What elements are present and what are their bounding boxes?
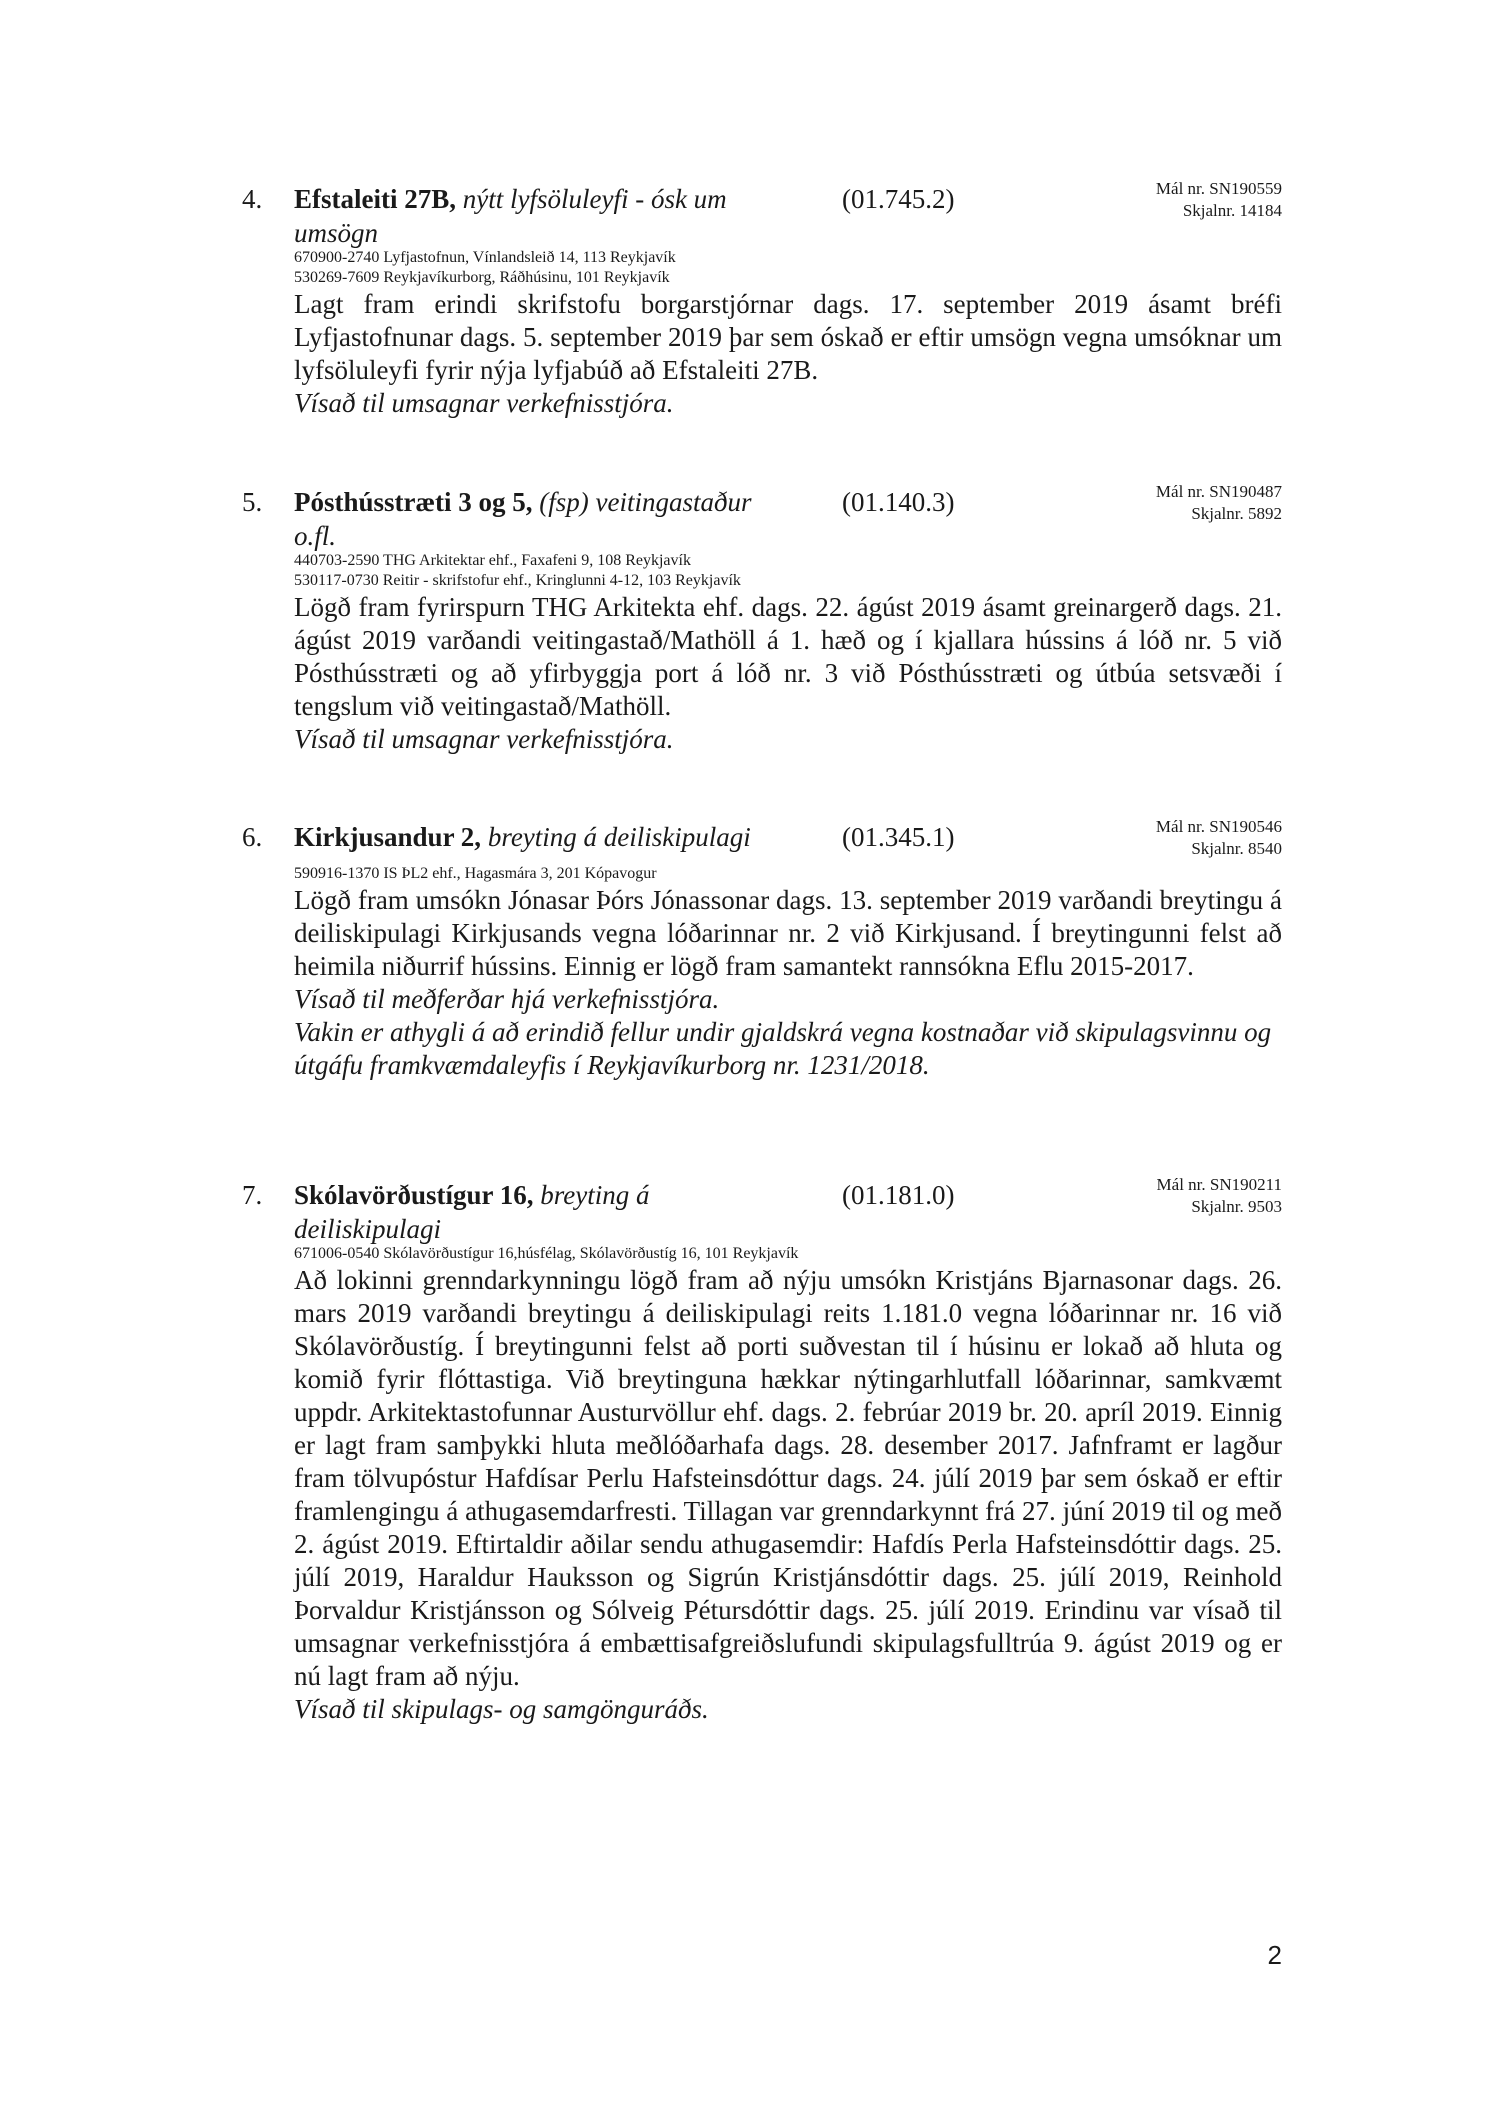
item-code: (01.745.2) (842, 184, 955, 214)
item-body: Lögð fram fyrirspurn THG Arkitekta ehf. dags. 22. ágúst 2019 ásamt greinargerð dags. 21. ágúst 2019 varðandi veitingastað/Mathöll á 1. hæð og í kjallara hússins á lóð nr. 5 við Pósthússtræti og að yfirbyggja port á lóð nr. 3 við Pósthússtræti og útbúa setsvæði í tengslum við veitingastað/Mathöll. (294, 592, 1282, 721)
item-subtitle: nýtt lyfsöluleyfi - ósk um umsögn (294, 184, 727, 248)
item-reference (1156, 481, 1282, 525)
agenda-item-header (242, 179, 1282, 248)
item-number: 5. (242, 487, 263, 517)
item-title (294, 182, 764, 250)
item-subtitle: (fsp) veitingastaður o.fl. (294, 487, 752, 551)
item-parties (294, 248, 1282, 288)
item-decision: Vísað til umsagnar verkefnisstjóra. (294, 724, 674, 754)
item-decision: Vísað til meðferðar hjá verkefnisstjóra. (294, 984, 720, 1014)
item-reference (1156, 816, 1282, 860)
party-line: 671006-0540 Skólavörðustígur 16,húsfélag, Skólavörðustíg 16, 101 Reykjavík (294, 1245, 799, 1262)
item-subtitle: breyting á deiliskipulagi (487, 822, 751, 852)
item-reference (1157, 1174, 1282, 1218)
agenda-item-6 (242, 817, 1282, 1082)
item-number: 7. (242, 1180, 263, 1210)
case-number: Mál nr. SN190487 (1155, 482, 1282, 501)
agenda-item-header (242, 1175, 1282, 1244)
item-parties (294, 1244, 1282, 1264)
item-decision: Vísað til skipulags- og samgönguráðs. (294, 1694, 709, 1724)
agenda-item-header (242, 817, 1282, 864)
item-name: Pósthússtræti 3 og 5, (294, 487, 533, 517)
item-body: Að lokinni grenndarkynningu lögð fram að nýju umsókn Kristjáns Bjarnasonar dags. 26. mars 2019 varðandi breytingu á deiliskipulagi reits 1.181.0 vegna lóðarinnar nr. 16 við Skólavörðustíg. Í breytingunni felst að porti suðvestan til í húsinu er lokað að hluta og komið fyrir flóttastiga. Við breytinguna hækkar nýtingarhlutfall lóðarinnar, samkvæmt uppdr. Arkitektastofunnar Austurvöllur ehf. dags. 2. febrúar 2019 br. 20. apríl 2019. Einnig er lagt fram samþykki hluta meðlóðarhafa dags. 28. desember 2017. Jafnframt er lagður fram tölvupóstur Hafdísar Perlu Hafsteinsdóttur dags. 24. júlí 2019 þar sem óskað er eftir framlengingu á athugasemdarfresti. Tillagan var grenndarkynnt frá 27. júní 2019 til og með 2. ágúst 2019. Eftirtaldir aðilar sendu athugasemdir: Hafdís Perla Hafsteinsdóttir dags. 25. júlí 2019, Haraldur Hauksson og Sigrún Kristjánsdóttir dags. 25. júlí 2019, Reinhold Þorvaldur Kristjánsson og Sólveig Pétursdóttir dags. 25. júlí 2019. Erindinu var vísað til umsagnar verkefnisstjóra á embættisafgreiðslufundi skipulagsfulltrúa 9. ágúst 2019 og er nú lagt fram að nýju. (294, 1265, 1282, 1691)
case-number: Mál nr. SN190546 (1155, 817, 1282, 836)
item-name: Kirkjusandur 2, (294, 822, 482, 852)
page-number: 2 (1267, 1940, 1282, 1970)
item-decision: Vísað til umsagnar verkefnisstjóra. (294, 388, 674, 418)
agenda-item-5 (242, 482, 1282, 756)
item-title (294, 820, 764, 854)
item-subtitle: breyting á deiliskipulagi (294, 1180, 650, 1244)
document-number: Skjalnr. 9503 (1191, 1197, 1282, 1216)
item-number: 6. (242, 822, 263, 852)
agenda-item-4 (242, 179, 1282, 420)
item-parties (294, 551, 1282, 591)
item-code: (01.345.1) (842, 822, 955, 852)
document-number: Skjalnr. 5892 (1191, 504, 1282, 523)
party-line: 530117-0730 Reitir - skrifstofur ehf., Kringlunni 4-12, 103 Reykjavík (294, 572, 741, 589)
item-code: (01.181.0) (842, 1180, 955, 1210)
party-line: 530269-7609 Reykjavíkurborg, Ráðhúsinu, 101 Reykjavík (294, 269, 670, 286)
item-code: (01.140.3) (842, 487, 955, 517)
party-line: 590916-1370 IS ÞL2 ehf., Hagasmára 3, 201 Kópavogur (294, 865, 657, 882)
item-parties (294, 864, 1282, 884)
case-number: Mál nr. SN190559 (1155, 179, 1282, 198)
item-title (294, 485, 764, 553)
item-body: Lagt fram erindi skrifstofu borgarstjórnar dags. 17. september 2019 ásamt bréfi Lyfjastofnunar dags. 5. september 2019 þar sem óskað er eftir umsögn vegna umsóknar um lyfsöluleyfi fyrir nýja lyfjabúð að Efstaleiti 27B. (294, 289, 1282, 385)
item-name: Efstaleiti 27B, (294, 184, 456, 214)
item-reference (1156, 178, 1282, 222)
item-decision: Vakin er athygli á að erindið fellur undir gjaldskrá vegna kostnaðar við skipulagsvinnu og útgáfu framkvæmdaleyfis í Reykjavíkurborg nr. 1231/2018. (294, 1017, 1272, 1080)
document-number: Skjalnr. 14184 (1182, 201, 1282, 220)
item-name: Skólavörðustígur 16, (294, 1180, 534, 1210)
item-body: Lögð fram umsókn Jónasar Þórs Jónassonar dags. 13. september 2019 varðandi breytingu á deiliskipulagi Kirkjusands vegna lóðarinnar nr. 2 við Kirkjusand. Í breytingunni felst að heimila niðurrif hússins. Einnig er lögð fram samantekt rannsókna Eflu 2015-2017. (294, 885, 1282, 981)
item-number: 4. (242, 184, 263, 214)
party-line: 670900-2740 Lyfjastofnun, Vínlandsleið 14, 113 Reykjavík (294, 249, 676, 266)
agenda-item-header (242, 482, 1282, 551)
document-number: Skjalnr. 8540 (1191, 839, 1282, 858)
item-title (294, 1178, 764, 1246)
party-line: 440703-2590 THG Arkitektar ehf., Faxafeni 9, 108 Reykjavík (294, 552, 691, 569)
case-number: Mál nr. SN190211 (1156, 1175, 1282, 1194)
agenda-item-7 (242, 1175, 1282, 1726)
